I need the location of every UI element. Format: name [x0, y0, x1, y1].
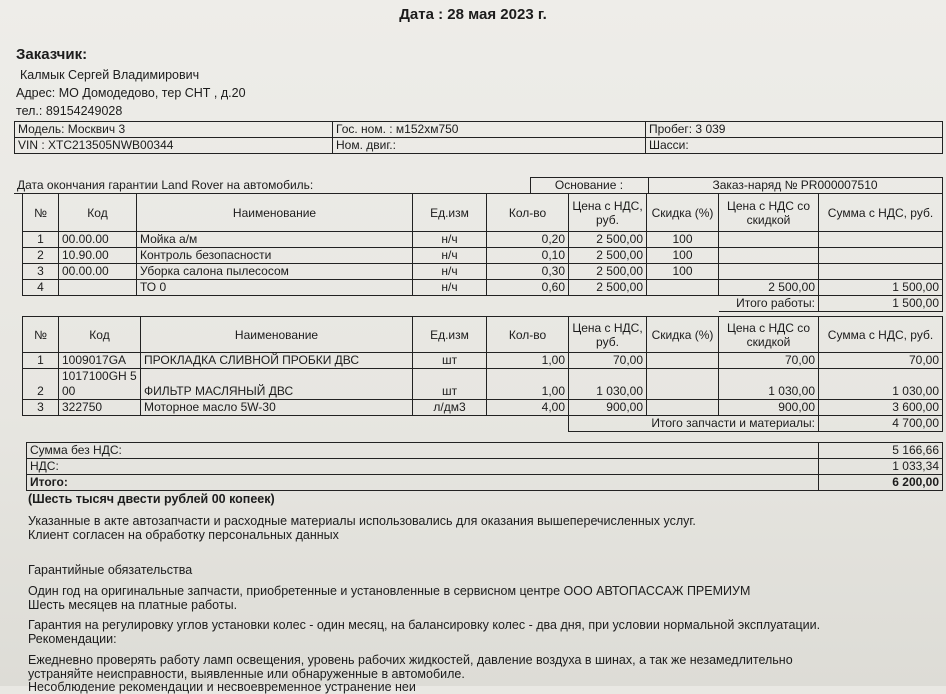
cell-name: Моторное масло 5W-30	[141, 400, 413, 416]
vehicle-engine: Ном. двиг.:	[333, 138, 646, 154]
col-qty: Кол-во	[487, 194, 569, 232]
table-row	[23, 353, 943, 369]
customer-address: Адрес: МО Домодедово, тер СНТ , д.20	[16, 86, 246, 100]
col-num: №	[23, 317, 59, 353]
warranty-title: Гарантийные обязательства	[28, 563, 193, 577]
col-name: Наименование	[141, 317, 413, 353]
col-sum: Сумма с НДС, руб.	[819, 317, 943, 353]
vehicle-table	[14, 121, 943, 154]
order-number: Заказ-наряд № PR000007510	[648, 178, 942, 194]
table-row	[23, 232, 943, 248]
cell-price-disc: 900,00	[719, 400, 819, 416]
cell-qty: 4,00	[487, 400, 569, 416]
vehicle-model: Модель: Москвич 3	[15, 122, 333, 138]
cell-sum	[819, 232, 943, 248]
cell-unit: н/ч	[413, 264, 487, 280]
cell-price-disc	[719, 264, 819, 280]
cell-price: 900,00	[569, 400, 647, 416]
footer-line-1: Указанные в акте автозапчасти и расходные материалы использовались для оказания вышеперечисленных услуг.	[28, 514, 696, 528]
cell-name: ТО 0	[137, 280, 413, 296]
cell-price: 70,00	[569, 353, 647, 369]
cell-discount	[647, 369, 719, 400]
cell-discount	[647, 400, 719, 416]
cell-code: 00.00.00	[59, 232, 137, 248]
customer-phone: тел.: 89154249028	[16, 104, 123, 118]
customer-heading: Заказчик:	[16, 46, 88, 63]
cell-num: 1	[23, 353, 59, 369]
order-basis-label: Основание :	[530, 178, 648, 194]
no-vat-label: Сумма без НДС:	[27, 443, 819, 459]
col-discount: Скидка (%)	[647, 194, 719, 232]
vat-value: 1 033,34	[819, 459, 943, 475]
col-price: Цена с НДС, руб.	[569, 194, 647, 232]
cell-qty: 1,00	[487, 353, 569, 369]
order-header	[14, 177, 943, 194]
cell-num: 2	[23, 369, 59, 400]
col-num: №	[23, 194, 59, 232]
vehicle-mileage: Пробег: 3 039	[646, 122, 943, 138]
cell-discount: 100	[647, 248, 719, 264]
cell-qty: 0,60	[487, 280, 569, 296]
recommendation-1a: Ежедневно проверять работу ламп освещения, уровень рабочих жидкостей, давление воздуха в шинах, а так же незамедлительно	[28, 653, 793, 667]
table-row	[23, 280, 943, 296]
cell-unit: л/дм3	[413, 400, 487, 416]
col-code: Код	[59, 194, 137, 232]
cell-price-disc	[719, 232, 819, 248]
cell-name: Мойка а/м	[137, 232, 413, 248]
table-row	[23, 369, 943, 400]
vehicle-reg: Гос. ном. : м152хм750	[333, 122, 646, 138]
parts-total-row	[23, 416, 943, 432]
parts-table	[22, 316, 943, 432]
document-date: Дата : 28 мая 2023 г.	[399, 6, 547, 23]
cell-qty: 0,10	[487, 248, 569, 264]
cell-sum	[819, 248, 943, 264]
cell-sum: 1 500,00	[819, 280, 943, 296]
col-price-disc: Цена с НДС со скидкой	[719, 194, 819, 232]
cell-name: ФИЛЬТР МАСЛЯНЫЙ ДВС	[141, 369, 413, 400]
cell-code: 322750	[59, 400, 141, 416]
col-code: Код	[59, 317, 141, 353]
cell-price: 2 500,00	[569, 232, 647, 248]
cell-price-disc: 2 500,00	[719, 280, 819, 296]
col-qty: Кол-во	[487, 317, 569, 353]
cell-price: 2 500,00	[569, 264, 647, 280]
cell-code: 00.00.00	[59, 264, 137, 280]
cell-sum	[819, 264, 943, 280]
customer-name: Калмык Сергей Владимирович	[20, 68, 200, 82]
cell-unit: н/ч	[413, 232, 487, 248]
footer-line-2: Клиент согласен на обработку персональных данных	[28, 528, 339, 542]
cell-name: ПРОКЛАДКА СЛИВНОЙ ПРОБКИ ДВС	[141, 353, 413, 369]
cell-price: 1 030,00	[569, 369, 647, 400]
table-row	[23, 248, 943, 264]
col-price: Цена с НДС, руб.	[569, 317, 647, 353]
cell-price-disc: 1 030,00	[719, 369, 819, 400]
cell-discount	[647, 353, 719, 369]
cell-qty: 0,20	[487, 232, 569, 248]
cell-code: 1009017GA	[59, 353, 141, 369]
cell-name: Уборка салона пылесосом	[137, 264, 413, 280]
cell-code: 1017100GH 500	[59, 369, 141, 400]
total-in-words: (Шесть тысяч двести рублей 00 копеек)	[28, 492, 275, 506]
cell-num: 4	[23, 280, 59, 296]
table-row	[23, 400, 943, 416]
recommendation-1b: устраняйте неисправности, выявленные или обнаруженные в автомобиле.	[28, 667, 465, 681]
col-unit: Ед.изм	[413, 317, 487, 353]
cell-code	[59, 280, 137, 296]
cell-unit: шт	[413, 353, 487, 369]
cell-num: 2	[23, 248, 59, 264]
works-total-row	[23, 296, 943, 312]
total-value: 6 200,00	[819, 475, 943, 491]
cell-discount	[647, 280, 719, 296]
cell-price-disc: 70,00	[719, 353, 819, 369]
cell-num: 3	[23, 264, 59, 280]
col-unit: Ед.изм	[413, 194, 487, 232]
no-vat-value: 5 166,66	[819, 443, 943, 459]
recommendation-2: Несоблюдение рекомендации и несвоевременное устранение неи	[28, 680, 416, 694]
total-label: Итого:	[27, 475, 819, 491]
col-price-disc: Цена с НДС со скидкой	[719, 317, 819, 353]
cell-sum: 1 030,00	[819, 369, 943, 400]
cell-discount: 100	[647, 264, 719, 280]
parts-total-value: 4 700,00	[819, 416, 943, 432]
col-discount: Скидка (%)	[647, 317, 719, 353]
works-table	[22, 193, 943, 312]
works-total-label: Итого работы:	[719, 296, 819, 312]
cell-discount: 100	[647, 232, 719, 248]
cell-qty: 0,30	[487, 264, 569, 280]
col-name: Наименование	[137, 194, 413, 232]
cell-name: Контроль безопасности	[137, 248, 413, 264]
warranty-line-1: Один год на оригинальные запчасти, приобретенные и установленные в сервисном центре ООО АВТОПАССАЖ ПРЕМИУМ	[28, 584, 751, 598]
cell-unit: н/ч	[413, 248, 487, 264]
cell-price: 2 500,00	[569, 248, 647, 264]
works-total-value: 1 500,00	[819, 296, 943, 312]
cell-price-disc	[719, 248, 819, 264]
col-sum: Сумма с НДС, руб.	[819, 194, 943, 232]
table-row	[23, 264, 943, 280]
cell-code: 10.90.00	[59, 248, 137, 264]
summary-table	[26, 442, 943, 491]
warranty-line-2: Шесть месяцев на платные работы.	[28, 598, 238, 612]
vehicle-chassis: Шасси:	[646, 138, 943, 154]
warranty-line-3: Гарантия на регулировку углов установки колес - один месяц, на балансировку колес - два дня, при условии нормальной эксплуатации.	[28, 618, 821, 632]
cell-unit: шт	[413, 369, 487, 400]
recommendations-title: Рекомендации:	[28, 632, 117, 646]
cell-price: 2 500,00	[569, 280, 647, 296]
vat-label: НДС:	[27, 459, 819, 475]
cell-num: 1	[23, 232, 59, 248]
cell-qty: 1,00	[487, 369, 569, 400]
cell-unit: н/ч	[413, 280, 487, 296]
cell-sum: 3 600,00	[819, 400, 943, 416]
cell-num: 3	[23, 400, 59, 416]
parts-total-label: Итого запчасти и материалы:	[569, 416, 819, 432]
vehicle-vin: VIN : XTC213505NWB00344	[15, 138, 333, 154]
cell-sum: 70,00	[819, 353, 943, 369]
warranty-date-label: Дата окончания гарантии Land Rover на автомобиль:	[14, 178, 530, 194]
